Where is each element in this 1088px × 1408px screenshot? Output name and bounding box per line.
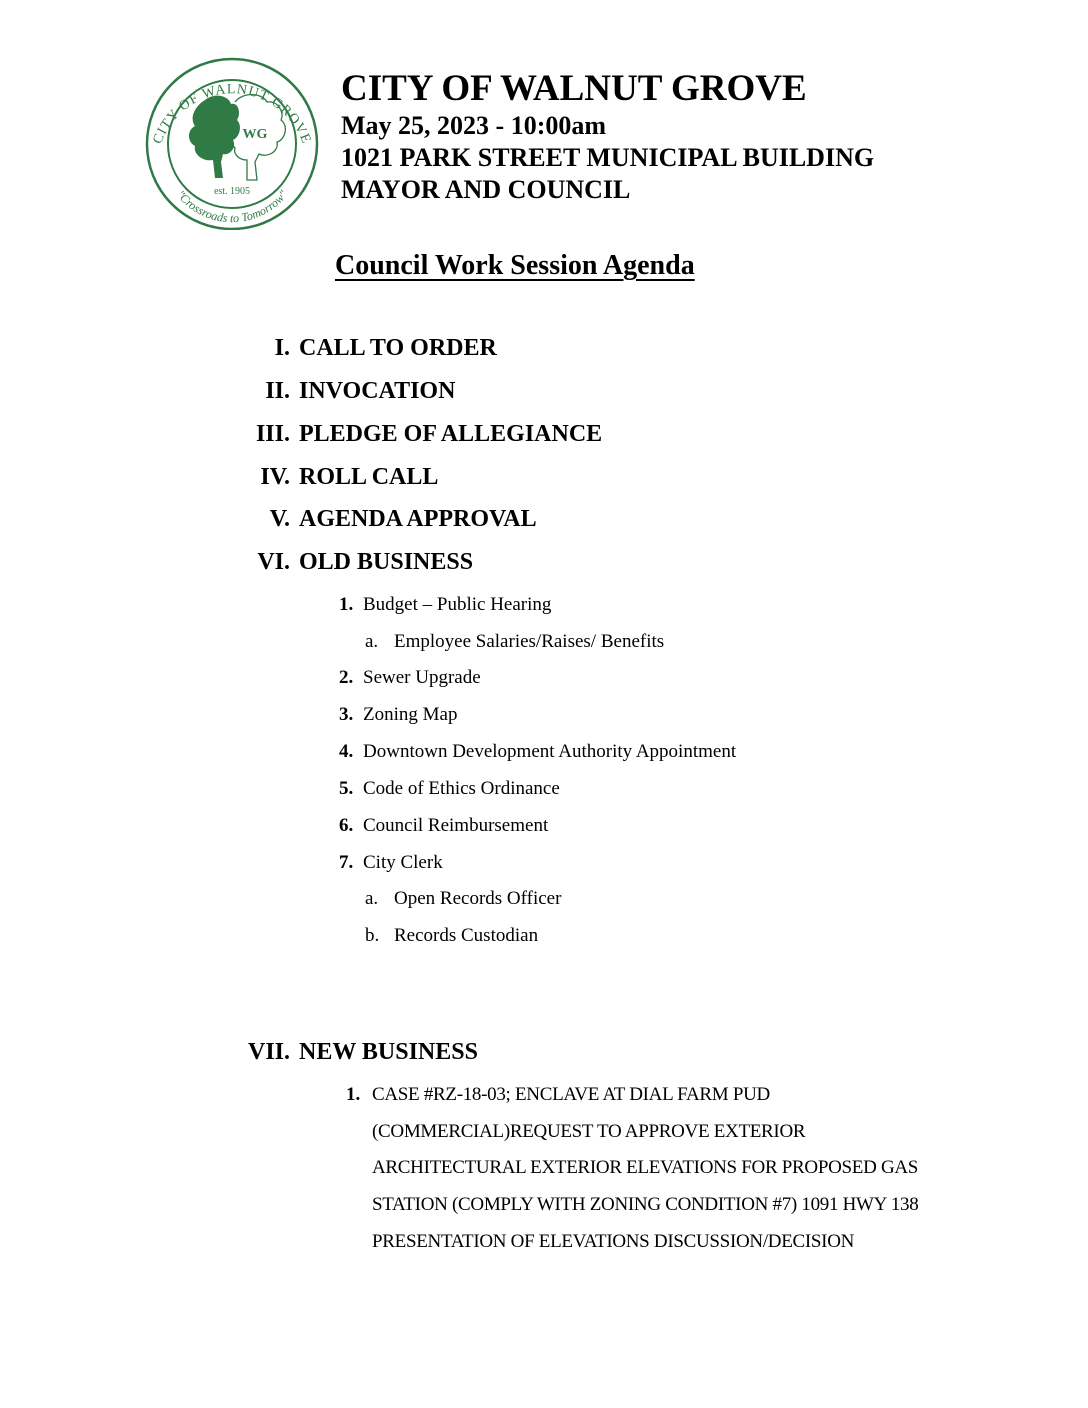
- subitem-label: Records Custodian: [394, 925, 539, 946]
- subitem-letter: a.: [365, 888, 379, 909]
- item-number: 6.: [339, 815, 354, 836]
- item-text-line: PRESENTATION OF ELEVATIONS DISCUSSION/DECISION: [372, 1231, 855, 1252]
- item-number: 1.: [346, 1084, 361, 1105]
- item-label: City Clerk: [363, 852, 443, 873]
- seal-established: est. 1905: [213, 186, 251, 197]
- city-seal-logo: [143, 56, 321, 230]
- city-name-title: CITY OF WALNUT GROVE: [341, 68, 807, 109]
- subitem-letter: a.: [365, 631, 379, 652]
- section-numeral: VI.: [257, 549, 290, 575]
- section-numeral: II.: [265, 378, 290, 404]
- subitem-label: Open Records Officer: [394, 888, 562, 909]
- section-label: AGENDA APPROVAL: [299, 506, 537, 532]
- item-number: 2.: [339, 667, 354, 688]
- section-label: INVOCATION: [299, 378, 456, 404]
- dark-tree-icon: [189, 96, 240, 178]
- item-number: 7.: [339, 852, 354, 873]
- section-numeral: V.: [269, 506, 290, 532]
- section-numeral: III.: [255, 421, 290, 447]
- item-label: Downtown Development Authority Appointment: [363, 741, 737, 762]
- meeting-location: 1021 PARK STREET MUNICIPAL BUILDING: [341, 143, 875, 172]
- item-number: 4.: [339, 741, 354, 762]
- section-numeral: IV.: [260, 464, 290, 490]
- item-label: Zoning Map: [363, 704, 458, 725]
- item-text-line: ARCHITECTURAL EXTERIOR ELEVATIONS FOR PROPOSED GAS: [372, 1157, 919, 1178]
- meeting-date-time: May 25, 2023 - 10:00am: [341, 111, 607, 140]
- seal-ring-text-bottom: "Crossroads to Tomorrow": [173, 187, 291, 226]
- seal-monogram: WG: [242, 127, 268, 142]
- agenda-title: Council Work Session Agenda: [335, 250, 695, 281]
- item-number: 1.: [339, 594, 354, 615]
- section-label: OLD BUSINESS: [299, 549, 474, 575]
- item-number: 5.: [339, 778, 354, 799]
- item-label: Council Reimbursement: [363, 815, 549, 836]
- item-label: Sewer Upgrade: [363, 667, 481, 688]
- section-label: NEW BUSINESS: [299, 1039, 478, 1065]
- item-number: 3.: [339, 704, 354, 725]
- subitem-label: Employee Salaries/Raises/ Benefits: [394, 631, 665, 652]
- item-text-line: STATION (COMPLY WITH ZONING CONDITION #7) 1091 HWY 138: [372, 1194, 919, 1215]
- section-numeral: VII.: [247, 1039, 290, 1065]
- section-numeral: I.: [274, 335, 290, 361]
- subitem-letter: b.: [365, 925, 380, 946]
- item-text-line: CASE #RZ-18-03; ENCLAVE AT DIAL FARM PUD: [372, 1084, 770, 1105]
- section-label: PLEDGE OF ALLEGIANCE: [299, 421, 603, 447]
- seal-ring-text-top: CITY OF WALNUT GROVE: [150, 82, 314, 147]
- item-label: Code of Ethics Ordinance: [363, 778, 560, 799]
- meeting-body: MAYOR AND COUNCIL: [341, 175, 631, 204]
- document-header: [341, 68, 874, 206]
- section-label: ROLL CALL: [299, 464, 439, 490]
- item-label: Budget – Public Hearing: [363, 594, 552, 615]
- item-text-line: (COMMERCIAL)REQUEST TO APPROVE EXTERIOR: [372, 1121, 806, 1142]
- section-label: CALL TO ORDER: [299, 335, 497, 361]
